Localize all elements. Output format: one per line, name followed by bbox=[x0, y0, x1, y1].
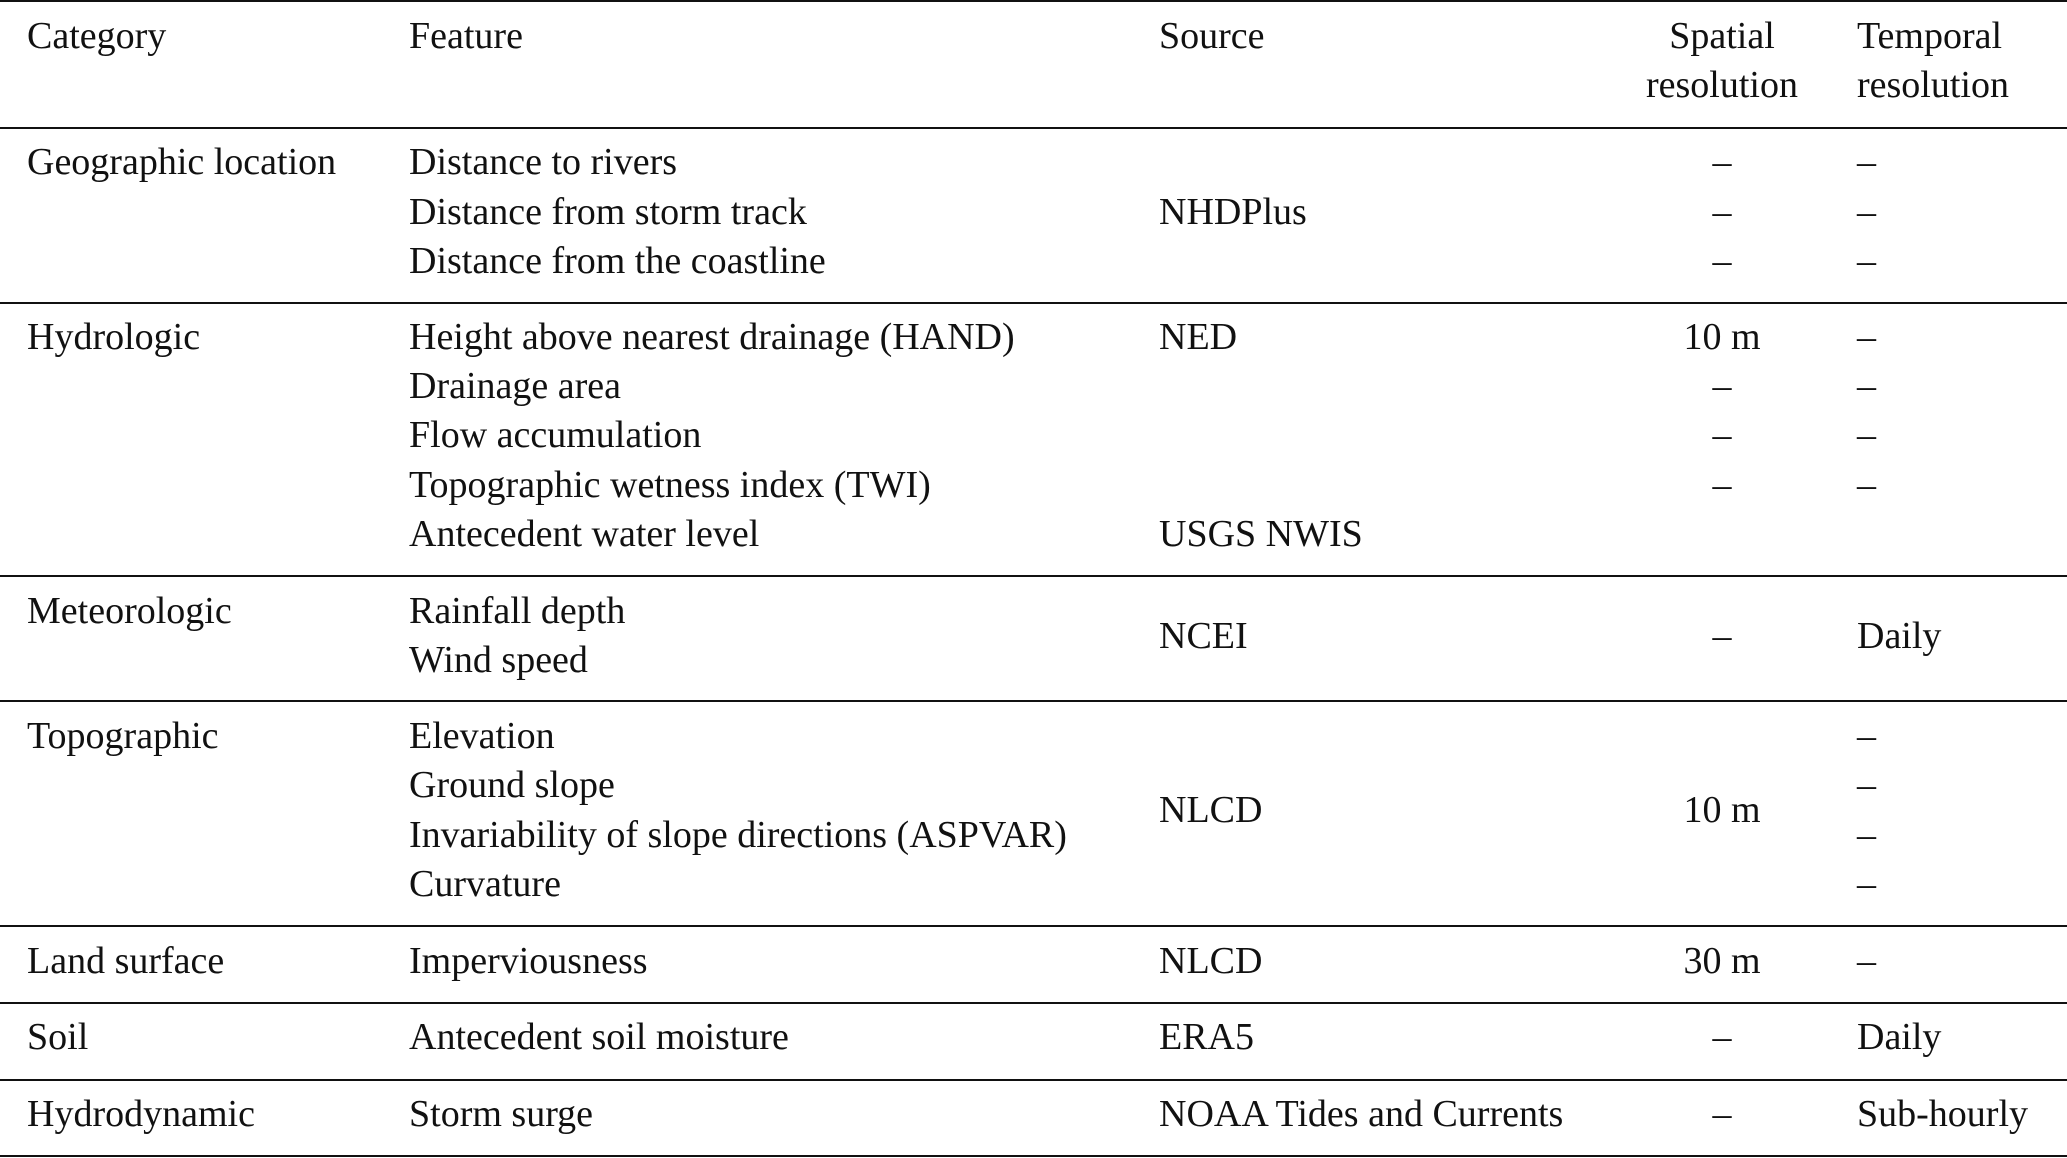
feature-cell: Drainage area bbox=[409, 365, 622, 407]
header-rule bbox=[0, 127, 2067, 129]
group-rule bbox=[0, 1002, 2067, 1004]
source-cell: NLCD bbox=[1159, 789, 1263, 831]
spatial-cell: – bbox=[1712, 240, 1732, 282]
temporal-cell: – bbox=[1857, 316, 1876, 358]
temporal-cell: – bbox=[1857, 191, 1876, 233]
feature-cell: Distance from storm track bbox=[409, 191, 807, 233]
source-cell: NED bbox=[1159, 316, 1238, 358]
temporal-cell: – bbox=[1857, 414, 1876, 456]
bottom-rule bbox=[0, 1155, 2067, 1157]
feature-cell: Wind speed bbox=[409, 639, 588, 681]
header-temporal-line2: resolution bbox=[1857, 64, 2009, 106]
feature-cell: Rainfall depth bbox=[409, 590, 626, 632]
source-cell: NOAA Tides and Currents bbox=[1159, 1093, 1564, 1135]
source-cell: USGS NWIS bbox=[1159, 513, 1363, 555]
temporal-cell: Sub-hourly bbox=[1857, 1093, 2028, 1135]
category-cell: Meteorologic bbox=[27, 590, 232, 632]
header-category: Category bbox=[27, 15, 167, 57]
feature-cell: Antecedent water level bbox=[409, 513, 760, 555]
group-rule bbox=[0, 925, 2067, 927]
temporal-cell: – bbox=[1857, 940, 1876, 982]
feature-cell: Curvature bbox=[409, 863, 561, 905]
source-cell: NLCD bbox=[1159, 940, 1263, 982]
feature-cell: Flow accumulation bbox=[409, 414, 702, 456]
spatial-cell: – bbox=[1712, 365, 1732, 407]
temporal-cell: – bbox=[1857, 141, 1876, 183]
header-temporal-line1: Temporal bbox=[1857, 15, 2003, 57]
spatial-cell: 30 m bbox=[1683, 940, 1761, 982]
temporal-cell: – bbox=[1857, 365, 1876, 407]
spatial-cell: – bbox=[1712, 464, 1732, 506]
feature-cell: Distance from the coastline bbox=[409, 240, 826, 282]
spatial-cell: 10 m bbox=[1683, 789, 1761, 831]
feature-cell: Antecedent soil moisture bbox=[409, 1016, 789, 1058]
temporal-cell: – bbox=[1857, 863, 1876, 905]
group-rule bbox=[0, 302, 2067, 304]
spatial-cell: 10 m bbox=[1683, 316, 1761, 358]
spatial-cell: – bbox=[1712, 1016, 1732, 1058]
temporal-cell: – bbox=[1857, 240, 1876, 282]
source-cell: NHDPlus bbox=[1159, 191, 1307, 233]
temporal-cell: – bbox=[1857, 464, 1876, 506]
category-cell: Soil bbox=[27, 1016, 89, 1058]
category-cell: Topographic bbox=[27, 715, 219, 757]
temporal-cell: – bbox=[1857, 764, 1876, 806]
feature-cell: Invariability of slope directions (ASPVAR) bbox=[409, 814, 1067, 856]
group-rule bbox=[0, 700, 2067, 702]
header-spatial-line2: resolution bbox=[1646, 64, 1798, 106]
feature-cell: Imperviousness bbox=[409, 940, 648, 982]
header-feature: Feature bbox=[409, 15, 523, 57]
spatial-cell: – bbox=[1712, 414, 1732, 456]
temporal-cell: – bbox=[1857, 814, 1876, 856]
top-rule bbox=[0, 0, 2067, 2]
category-cell: Hydrodynamic bbox=[27, 1093, 255, 1135]
source-cell: ERA5 bbox=[1159, 1016, 1254, 1058]
feature-cell: Topographic wetness index (TWI) bbox=[409, 464, 931, 506]
group-rule bbox=[0, 1079, 2067, 1081]
spatial-cell: – bbox=[1712, 1093, 1732, 1135]
feature-cell: Distance to rivers bbox=[409, 141, 678, 183]
temporal-cell: Daily bbox=[1857, 1016, 1942, 1058]
group-rule bbox=[0, 575, 2067, 577]
feature-cell: Ground slope bbox=[409, 764, 615, 806]
spatial-cell: – bbox=[1712, 615, 1732, 657]
temporal-cell: – bbox=[1857, 715, 1876, 757]
feature-cell: Storm surge bbox=[409, 1093, 594, 1135]
temporal-cell: Daily bbox=[1857, 615, 1942, 657]
header-source: Source bbox=[1159, 15, 1265, 57]
header-spatial-line1: Spatial bbox=[1669, 15, 1775, 57]
spatial-cell: – bbox=[1712, 191, 1732, 233]
spatial-cell: – bbox=[1712, 141, 1732, 183]
category-cell: Hydrologic bbox=[27, 316, 201, 358]
feature-cell: Elevation bbox=[409, 715, 555, 757]
source-cell: NCEI bbox=[1159, 615, 1248, 657]
feature-cell: Height above nearest drainage (HAND) bbox=[409, 316, 1015, 358]
category-cell: Geographic location bbox=[27, 141, 337, 183]
category-cell: Land surface bbox=[27, 940, 225, 982]
